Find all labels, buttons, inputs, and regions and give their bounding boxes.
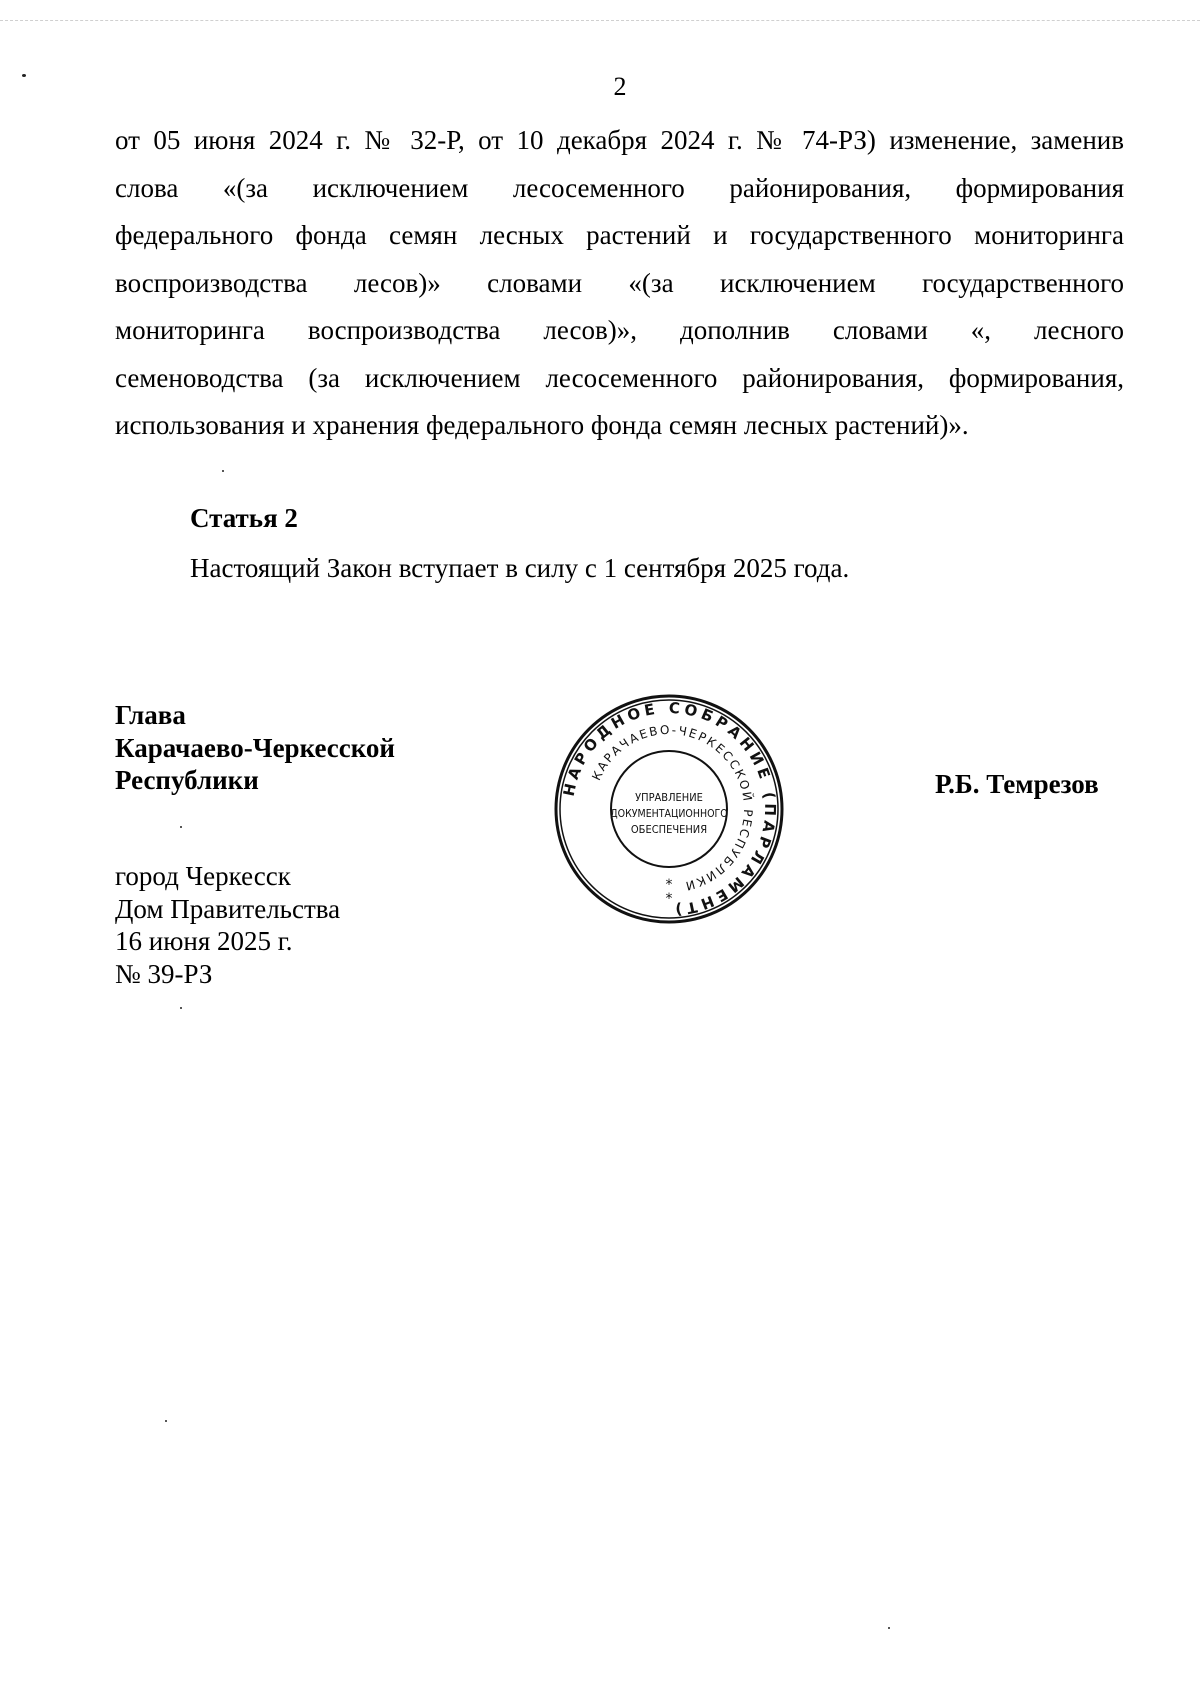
seal-star-icon: *: [665, 891, 673, 907]
paragraph-line: федерального фонда семян лесных растений и государственного мониторинга: [115, 220, 1124, 250]
paragraph-line: слова «(за исключением лесосеменного районирования, формирования: [115, 172, 1124, 203]
page-number: 2: [613, 72, 627, 101]
article-heading: Статья 2: [190, 503, 298, 533]
signatory-position-line: Глава: [115, 700, 186, 730]
seal-center-line: УПРАВЛЕНИЕ: [635, 791, 703, 804]
enactment-date: 16 июня 2025 г.: [115, 926, 293, 956]
seal-outer-ring-text: НАРОДНОЕ СОБРАНИЕ (ПАРЛАМЕНТ): [559, 698, 780, 920]
scan-edge-artifact: [0, 20, 1200, 25]
signatory-position-line: Карачаево-Черкесской: [115, 732, 395, 763]
signatory-position-line: Республики: [115, 765, 259, 795]
law-number: № 39-РЗ: [115, 958, 213, 989]
enactment-city: город Черкесск: [115, 861, 291, 891]
scan-speck: [180, 826, 182, 828]
seal-center-line: ДОКУМЕНТАЦИОННОГО: [610, 808, 728, 820]
seal-graphic: [553, 693, 785, 925]
signatory-position: [115, 699, 395, 797]
enactment-details: [115, 860, 340, 990]
signatory-name: Р.Б. Темрезов: [935, 769, 1099, 799]
seal-star-icon: *: [665, 877, 673, 893]
scan-speck: [180, 1007, 182, 1009]
seal-inner-ring-text: КАРАЧАЕВО-ЧЕРКЕССКОЙ РЕСПУБЛИКИ: [589, 722, 756, 894]
paragraph-line: воспроизводства лесов)» словами «(за исключением государственного: [115, 267, 1124, 298]
paragraph-line: от 05 июня 2024 г. № 32-Р, от 10 декабря 2024 г. № 74-РЗ) изменение, заменив: [115, 125, 1124, 155]
seal-center-line: ОБЕСПЕЧЕНИЯ: [630, 823, 708, 836]
paragraph-line: мониторинга воспроизводства лесов)», дополнив словами «, лесного: [115, 315, 1124, 345]
amendment-paragraph: [115, 117, 1124, 450]
paragraph-line: семеноводства (за исключением лесосеменного районирования, формирования,: [115, 362, 1124, 393]
paragraph-line: использования и хранения федерального фонда семян лесных растений)».: [115, 410, 969, 440]
enactment-building: Дом Правительства: [115, 893, 341, 924]
scan-speck: [222, 470, 224, 472]
scan-speck: [888, 1627, 890, 1629]
article-text: Настоящий Закон вступает в силу с 1 сентября 2025 года.: [190, 553, 850, 583]
scan-speck: [165, 1420, 167, 1422]
official-seal: [553, 693, 785, 925]
